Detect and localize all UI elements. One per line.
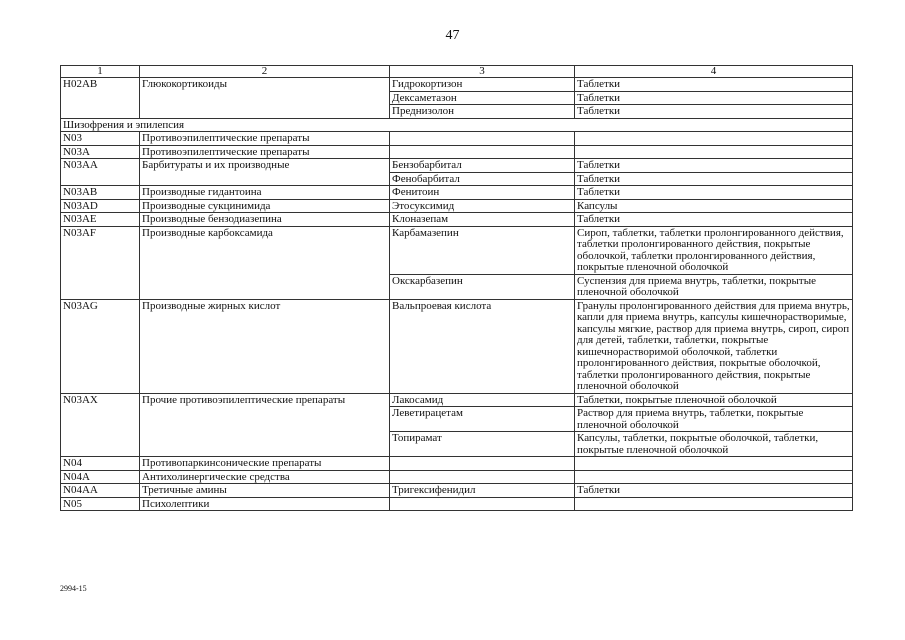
atc-code-cell: N03AB — [61, 186, 140, 200]
dosage-form-cell — [575, 132, 853, 146]
dosage-form-cell — [575, 457, 853, 471]
drug-table — [60, 65, 853, 511]
group-name-cell: Противопаркинсонические препараты — [140, 457, 390, 471]
drug-name-cell: Бензобарбитал — [390, 159, 575, 173]
group-name-cell: Производные гидантоина — [140, 186, 390, 200]
column-number: 4 — [575, 66, 853, 78]
drug-name-cell: Этосуксимид — [390, 199, 575, 213]
dosage-form-cell: Сироп, таблетки, таблетки пролонгированного действия, таблетки пролонгированного действия, покрытые оболочкой, таблетки пролонгированного действия, покрытые пленочной оболочкой — [575, 226, 853, 274]
dosage-form-cell: Таблетки — [575, 159, 853, 173]
column-number: 1 — [61, 66, 140, 78]
dosage-form-cell: Таблетки — [575, 213, 853, 227]
column-number: 2 — [140, 66, 390, 78]
dosage-form-cell — [575, 497, 853, 511]
atc-code-cell: N05 — [61, 497, 140, 511]
group-name-cell: Психолептики — [140, 497, 390, 511]
atc-code-cell: N03AF — [61, 226, 140, 299]
table-row — [61, 484, 853, 498]
atc-code-cell: N04 — [61, 457, 140, 471]
drug-name-cell: Преднизолон — [390, 105, 575, 119]
group-name-cell: Прочие противоэпилептические препараты — [140, 393, 390, 457]
table-row — [61, 159, 853, 173]
atc-code-cell: N04AA — [61, 484, 140, 498]
group-name-cell: Антихолинергические средства — [140, 470, 390, 484]
group-name-cell: Производные бензодиазепина — [140, 213, 390, 227]
dosage-form-cell: Суспензия для приема внутрь, таблетки, покрытые пленочной оболочкой — [575, 274, 853, 299]
atc-code-cell: N03A — [61, 145, 140, 159]
drug-name-cell: Гидрокортизон — [390, 78, 575, 92]
dosage-form-cell — [575, 145, 853, 159]
group-name-cell: Производные жирных кислот — [140, 299, 390, 393]
table-row — [61, 78, 853, 92]
group-name-cell: Третичные амины — [140, 484, 390, 498]
table-body — [61, 78, 853, 511]
drug-name-cell — [390, 497, 575, 511]
drug-name-cell: Клоназепам — [390, 213, 575, 227]
drug-name-cell: Вальпроевая кислота — [390, 299, 575, 393]
dosage-form-cell: Капсулы — [575, 199, 853, 213]
table-row — [61, 132, 853, 146]
section-row — [61, 118, 853, 132]
drug-name-cell — [390, 457, 575, 471]
drug-name-cell: Фенобарбитал — [390, 172, 575, 186]
drug-name-cell: Лакосамид — [390, 393, 575, 407]
column-number-row — [61, 66, 853, 78]
atc-code-cell: N03AE — [61, 213, 140, 227]
section-title: Шизофрения и эпилепсия — [61, 118, 853, 132]
table-row — [61, 213, 853, 227]
table-row — [61, 226, 853, 274]
atc-code-cell: N03AG — [61, 299, 140, 393]
dosage-form-cell: Таблетки, покрытые пленочной оболочкой — [575, 393, 853, 407]
table-row — [61, 497, 853, 511]
group-name-cell: Барбитураты и их производные — [140, 159, 390, 186]
drug-name-cell — [390, 470, 575, 484]
table-row — [61, 457, 853, 471]
atc-code-cell: N03AD — [61, 199, 140, 213]
group-name-cell: Производные карбоксамида — [140, 226, 390, 299]
table-row — [61, 145, 853, 159]
dosage-form-cell: Таблетки — [575, 91, 853, 105]
dosage-form-cell: Таблетки — [575, 484, 853, 498]
drug-name-cell: Дексаметазон — [390, 91, 575, 105]
table-row — [61, 186, 853, 200]
dosage-form-cell: Таблетки — [575, 105, 853, 119]
dosage-form-cell — [575, 470, 853, 484]
group-name-cell: Противоэпилептические препараты — [140, 145, 390, 159]
drug-name-cell: Топирамат — [390, 432, 575, 457]
drug-name-cell: Тригексифенидил — [390, 484, 575, 498]
dosage-form-cell: Раствор для приема внутрь, таблетки, покрытые пленочной оболочкой — [575, 407, 853, 432]
group-name-cell: Глюкокортикоиды — [140, 78, 390, 119]
drug-name-cell: Окскарбазепин — [390, 274, 575, 299]
drug-name-cell — [390, 145, 575, 159]
table-row — [61, 393, 853, 407]
atc-code-cell: N03AA — [61, 159, 140, 186]
group-name-cell: Противоэпилептические препараты — [140, 132, 390, 146]
drug-name-cell: Леветирацетам — [390, 407, 575, 432]
dosage-form-cell: Таблетки — [575, 186, 853, 200]
drug-name-cell: Фенитоин — [390, 186, 575, 200]
drug-name-cell — [390, 132, 575, 146]
atc-code-cell: H02AB — [61, 78, 140, 119]
column-number: 3 — [390, 66, 575, 78]
table-row — [61, 470, 853, 484]
dosage-form-cell: Таблетки — [575, 172, 853, 186]
table-row — [61, 199, 853, 213]
atc-code-cell: N04A — [61, 470, 140, 484]
atc-code-cell: N03AX — [61, 393, 140, 457]
dosage-form-cell: Таблетки — [575, 78, 853, 92]
dosage-form-cell: Гранулы пролонгированного действия для приема внутрь, капли для приема внутрь, капсулы кишечнорастворимые, капсулы мягкие, раствор для приема внутрь, сироп, сироп для детей, таблетки, таблетки, покрытые кишечнорастворимой оболочкой, таблетки пролонгированного действия, покрытые оболочкой, таблетки пролонгированного действия, покрытые пленочной оболочкой — [575, 299, 853, 393]
atc-code-cell: N03 — [61, 132, 140, 146]
page-number: 47 — [445, 28, 460, 43]
dosage-form-cell: Капсулы, таблетки, покрытые оболочкой, таблетки, покрытые пленочной оболочкой — [575, 432, 853, 457]
table-row — [61, 299, 853, 393]
group-name-cell: Производные сукцинимида — [140, 199, 390, 213]
document-code: 2994-15 — [60, 584, 87, 593]
drug-name-cell: Карбамазепин — [390, 226, 575, 274]
